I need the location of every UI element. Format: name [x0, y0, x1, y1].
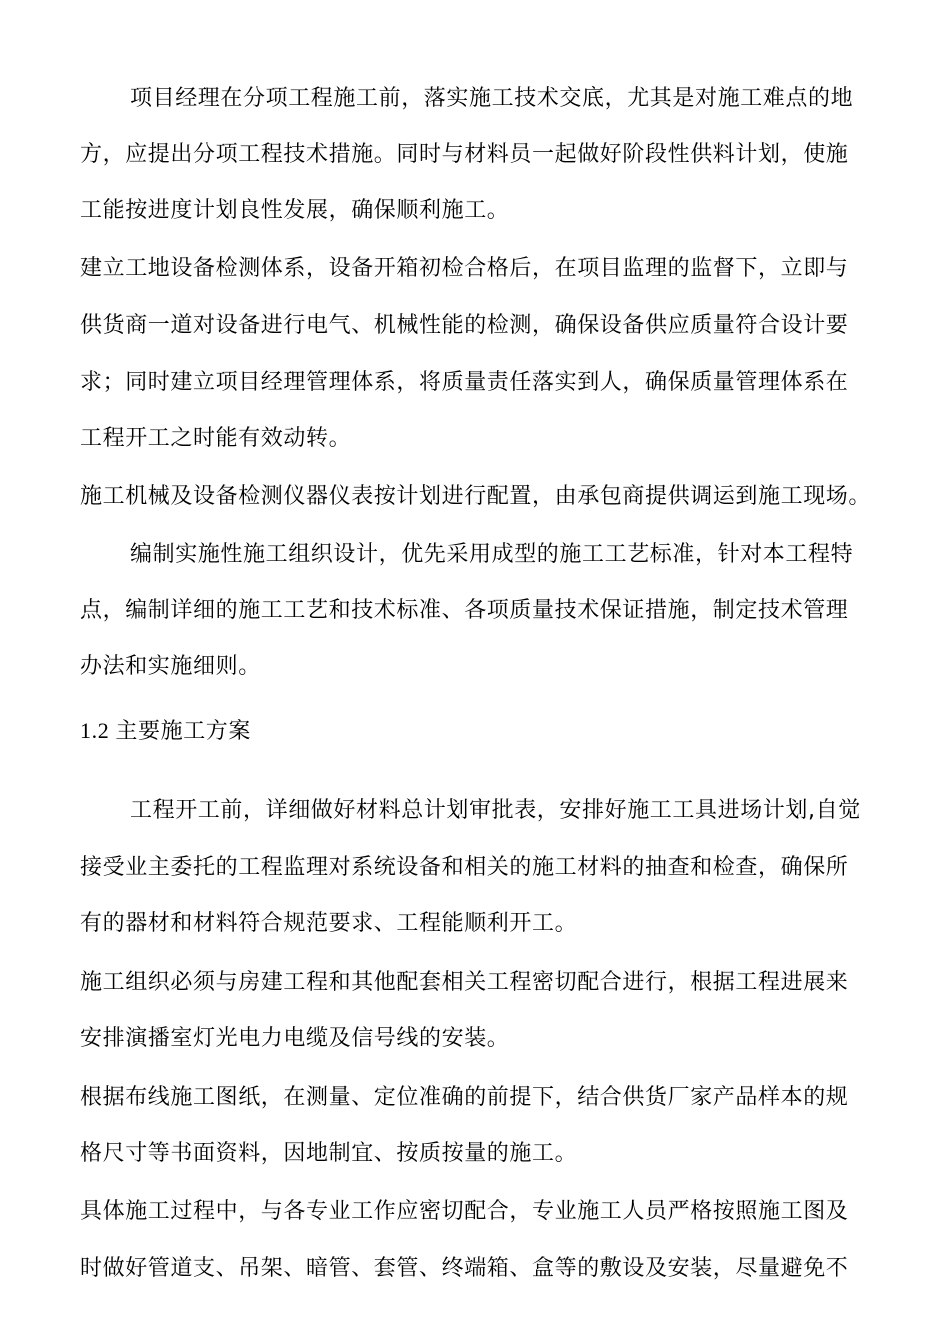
section-paragraph-2-line-1: 施工组织必须与房建工程和其他配套相关工程密切配合进行，根据工程进展来 [80, 970, 849, 995]
section-paragraph-1-line-1: 工程开工前，详细做好材料总计划审批表，安排好施工工具进场计划,自觉 [130, 798, 861, 823]
section-paragraph-2-line-2: 安排演播室灯光电力电缆及信号线的安装。 [80, 1026, 510, 1051]
paragraph-2-line-3: 求；同时建立项目经理管理体系，将质量责任落实到人，确保质量管理体系在 [80, 370, 849, 395]
paragraph-2-line-2: 供货商一道对设备进行电气、机械性能的检测，确保设备供应质量符合设计要 [80, 313, 849, 338]
section-paragraph-4-line-1: 具体施工过程中，与各专业工作应密切配合，专业施工人员严格按照施工图及 [80, 1199, 849, 1224]
section-paragraph-3-line-2: 格尺寸等书面资料，因地制宜、按质按量的施工。 [80, 1141, 578, 1166]
paragraph-4-line-2: 点，编制详细的施工工艺和技术标准、各项质量技术保证措施，制定技术管理 [80, 598, 849, 623]
section-paragraph-4-line-2: 时做好管道支、吊架、暗管、套管、终端箱、盒等的敷设及安装，尽量避免不 [80, 1256, 849, 1281]
paragraph-1-line-2: 方，应提出分项工程技术措施。同时与材料员一起做好阶段性供料计划，使施 [80, 142, 849, 167]
section-paragraph-1-line-3: 有的器材和材料符合规范要求、工程能顺利开工。 [80, 911, 578, 936]
paragraph-2-line-4: 工程开工之时能有效动转。 [80, 426, 352, 451]
paragraph-4-line-3: 办法和实施细则。 [80, 654, 261, 679]
section-paragraph-1-line-2: 接受业主委托的工程监理对系统设备和相关的施工材料的抽查和检查，确保所 [80, 855, 849, 880]
paragraph-1-line-1: 项目经理在分项工程施工前，落实施工技术交底，尤其是对施工难点的地 [130, 86, 854, 111]
paragraph-4-line-1: 编制实施性施工组织设计，优先采用成型的施工工艺标准，针对本工程特 [130, 542, 854, 567]
section-paragraph-3-line-1: 根据布线施工图纸，在测量、定位准确的前提下，结合供货厂家产品样本的规 [80, 1085, 849, 1110]
paragraph-2-line-1: 建立工地设备检测体系，设备开箱初检合格后，在项目监理的监督下，立即与 [80, 256, 849, 281]
paragraph-1-line-3: 工能按进度计划良性发展，确保顺利施工。 [80, 198, 510, 223]
section-heading: 1.2 主要施工方案 [80, 718, 252, 743]
paragraph-3-line-1: 施工机械及设备检测仪器仪表按计划进行配置，由承包商提供调运到施工现场。 [80, 484, 872, 509]
